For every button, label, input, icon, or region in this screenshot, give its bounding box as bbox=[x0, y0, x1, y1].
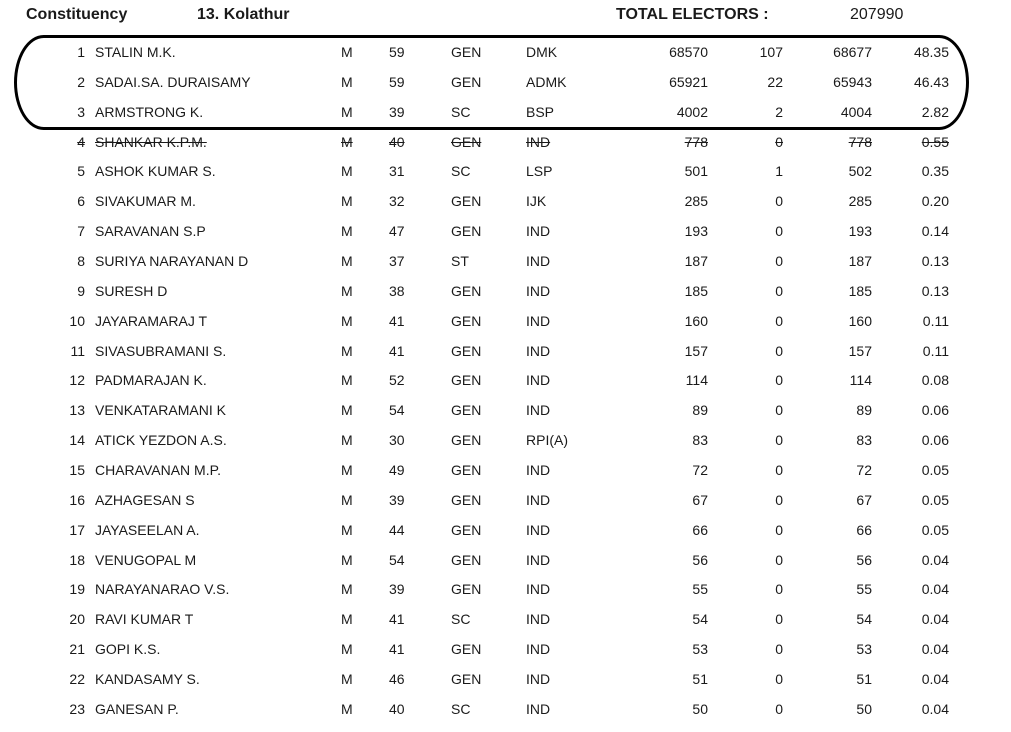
table-row bbox=[0, 426, 1011, 456]
candidate-party: IND bbox=[526, 342, 551, 359]
candidate-party: DMK bbox=[526, 44, 558, 60]
general-votes: 67 bbox=[692, 491, 708, 508]
candidate-category: GEN bbox=[451, 641, 482, 658]
candidate-age: 41 bbox=[389, 312, 405, 329]
candidate-age: 49 bbox=[389, 462, 405, 479]
candidate-number: 23 bbox=[69, 700, 85, 717]
vote-percent: 0.06 bbox=[921, 402, 949, 419]
candidate-name: VENKATARAMANI K bbox=[95, 402, 226, 419]
vote-percent: 0.08 bbox=[921, 372, 949, 389]
total-votes: 285 bbox=[848, 193, 872, 210]
candidate-category: GEN bbox=[451, 193, 482, 210]
candidate-sex: M bbox=[341, 103, 353, 120]
postal-votes: 22 bbox=[767, 73, 783, 90]
postal-votes: 2 bbox=[775, 103, 783, 120]
candidate-party: IND bbox=[526, 641, 551, 658]
candidate-sex: M bbox=[341, 462, 353, 479]
candidate-category: GEN bbox=[451, 402, 482, 419]
vote-percent: 0.05 bbox=[921, 521, 949, 538]
candidate-sex: M bbox=[341, 641, 353, 658]
vote-percent: 0.20 bbox=[921, 193, 949, 210]
candidate-category: GEN bbox=[451, 551, 482, 568]
total-votes: 778 bbox=[848, 133, 872, 150]
vote-percent: 48.35 bbox=[913, 44, 949, 60]
candidate-age: 37 bbox=[389, 253, 405, 270]
general-votes: 65921 bbox=[669, 73, 708, 90]
candidate-name: SARAVANAN S.P bbox=[95, 223, 206, 240]
candidate-name: SURESH D bbox=[95, 282, 168, 299]
candidate-party: IND bbox=[526, 312, 551, 329]
candidate-age: 39 bbox=[389, 103, 405, 120]
candidate-sex: M bbox=[341, 342, 353, 359]
candidate-category: GEN bbox=[451, 73, 482, 90]
constituency-label: Constituency bbox=[26, 6, 128, 23]
candidate-party: IND bbox=[526, 402, 551, 419]
candidate-number: 9 bbox=[77, 282, 85, 299]
candidate-sex: M bbox=[341, 282, 353, 299]
candidate-party: IND bbox=[526, 223, 551, 240]
table-row bbox=[0, 635, 1011, 665]
vote-percent: 0.04 bbox=[921, 641, 949, 658]
postal-votes: 0 bbox=[775, 223, 783, 240]
candidate-name: STALIN M.K. bbox=[95, 44, 176, 60]
constituency-name: 13. Kolathur bbox=[197, 6, 290, 23]
candidate-name: GANESAN P. bbox=[95, 700, 179, 717]
table-row bbox=[0, 187, 1011, 217]
vote-percent: 0.13 bbox=[921, 253, 949, 270]
candidate-category: GEN bbox=[451, 432, 482, 449]
candidate-number: 6 bbox=[77, 193, 85, 210]
postal-votes: 0 bbox=[775, 253, 783, 270]
candidate-number: 1 bbox=[77, 44, 85, 60]
total-electors-label: TOTAL ELECTORS : bbox=[616, 6, 769, 23]
candidate-sex: M bbox=[341, 253, 353, 270]
total-votes: 67 bbox=[856, 491, 872, 508]
candidate-party: IND bbox=[526, 133, 551, 150]
candidate-name: JAYARAMARAJ T bbox=[95, 312, 208, 329]
table-row bbox=[0, 128, 1011, 158]
candidate-name: JAYASEELAN A. bbox=[95, 521, 200, 538]
total-votes: 114 bbox=[849, 372, 872, 389]
table-row bbox=[0, 217, 1011, 247]
candidate-category: ST bbox=[451, 253, 469, 270]
candidate-name: NARAYANARAO V.S. bbox=[95, 581, 230, 598]
total-votes: 56 bbox=[856, 551, 872, 568]
candidate-name: SURIYA NARAYANAN D bbox=[95, 253, 249, 270]
candidate-age: 30 bbox=[389, 432, 405, 449]
candidate-sex: M bbox=[341, 372, 353, 389]
candidate-party: IND bbox=[526, 551, 551, 568]
candidate-number: 20 bbox=[69, 611, 85, 628]
candidate-category: GEN bbox=[451, 491, 482, 508]
candidate-name: KANDASAMY S. bbox=[95, 671, 200, 688]
candidate-age: 31 bbox=[389, 163, 405, 180]
candidate-party: IND bbox=[526, 462, 551, 479]
vote-percent: 0.35 bbox=[921, 163, 949, 180]
total-votes: 193 bbox=[848, 223, 872, 240]
general-votes: 285 bbox=[684, 193, 708, 210]
total-votes: 72 bbox=[856, 462, 872, 479]
candidate-name: SADAI.SA. DURAISAMY bbox=[95, 73, 251, 90]
candidate-category: GEN bbox=[451, 671, 482, 688]
vote-percent: 46.43 bbox=[913, 73, 949, 90]
vote-percent: 0.04 bbox=[921, 611, 949, 628]
candidate-category: GEN bbox=[451, 342, 482, 359]
postal-votes: 1 bbox=[775, 163, 783, 180]
candidate-number: 5 bbox=[77, 163, 85, 180]
candidate-category: SC bbox=[451, 700, 471, 717]
vote-percent: 0.04 bbox=[921, 551, 949, 568]
candidate-age: 46 bbox=[389, 671, 405, 688]
vote-percent: 0.14 bbox=[921, 223, 949, 240]
candidate-category: SC bbox=[451, 103, 471, 120]
vote-percent: 0.05 bbox=[921, 491, 949, 508]
candidate-sex: M bbox=[341, 44, 353, 60]
candidate-sex: M bbox=[341, 73, 353, 90]
candidate-party: BSP bbox=[526, 103, 555, 120]
vote-percent: 0.04 bbox=[921, 581, 949, 598]
vote-percent: 0.11 bbox=[922, 342, 949, 359]
table-row bbox=[0, 456, 1011, 486]
postal-votes: 0 bbox=[775, 193, 783, 210]
general-votes: 4002 bbox=[676, 103, 708, 120]
table-row bbox=[0, 695, 1011, 725]
candidate-age: 54 bbox=[389, 402, 405, 419]
candidate-party: IND bbox=[526, 521, 551, 538]
candidate-sex: M bbox=[341, 491, 353, 508]
table-row bbox=[0, 575, 1011, 605]
candidate-party: IND bbox=[526, 581, 551, 598]
candidate-category: SC bbox=[451, 611, 471, 628]
candidate-sex: M bbox=[341, 223, 353, 240]
vote-percent: 2.82 bbox=[921, 103, 949, 120]
candidate-number: 15 bbox=[69, 462, 85, 479]
candidate-number: 8 bbox=[77, 253, 85, 270]
total-votes: 55 bbox=[856, 581, 872, 598]
postal-votes: 0 bbox=[775, 372, 783, 389]
postal-votes: 0 bbox=[775, 491, 783, 508]
table-row bbox=[0, 605, 1011, 635]
candidate-name: ATICK YEZDON A.S. bbox=[95, 432, 227, 449]
total-votes: 51 bbox=[856, 671, 872, 688]
total-votes: 502 bbox=[848, 163, 872, 180]
candidate-sex: M bbox=[341, 432, 353, 449]
candidate-category: GEN bbox=[451, 521, 482, 538]
candidate-name: VENUGOPAL M bbox=[95, 551, 197, 568]
candidate-sex: M bbox=[341, 133, 353, 150]
total-votes: 50 bbox=[856, 700, 872, 717]
general-votes: 50 bbox=[692, 700, 708, 717]
vote-percent: 0.04 bbox=[921, 671, 949, 688]
vote-percent: 0.11 bbox=[922, 312, 949, 329]
candidate-party: IND bbox=[526, 491, 551, 508]
candidate-party: RPI(A) bbox=[526, 432, 568, 449]
postal-votes: 0 bbox=[775, 581, 783, 598]
candidate-number: 10 bbox=[69, 312, 85, 329]
general-votes: 83 bbox=[692, 432, 708, 449]
candidate-age: 52 bbox=[389, 372, 405, 389]
candidate-age: 54 bbox=[389, 551, 405, 568]
candidate-name: GOPI K.S. bbox=[95, 641, 161, 658]
table-row bbox=[0, 396, 1011, 426]
candidate-category: SC bbox=[451, 163, 471, 180]
postal-votes: 0 bbox=[775, 342, 783, 359]
table-row bbox=[0, 337, 1011, 367]
candidate-number: 7 bbox=[77, 223, 85, 240]
candidate-number: 3 bbox=[77, 103, 85, 120]
candidate-party: IND bbox=[526, 282, 551, 299]
postal-votes: 0 bbox=[775, 611, 783, 628]
candidate-number: 2 bbox=[77, 73, 85, 90]
candidate-sex: M bbox=[341, 581, 353, 598]
vote-percent: 0.06 bbox=[921, 432, 949, 449]
candidate-age: 41 bbox=[389, 342, 405, 359]
candidate-party: IND bbox=[526, 253, 551, 270]
candidate-sex: M bbox=[341, 551, 353, 568]
total-votes: 66 bbox=[856, 521, 872, 538]
candidate-party: IND bbox=[526, 611, 551, 628]
total-votes: 160 bbox=[848, 312, 872, 329]
general-votes: 66 bbox=[692, 521, 708, 538]
vote-percent: 0.04 bbox=[921, 700, 949, 717]
candidate-number: 21 bbox=[69, 641, 85, 658]
candidate-number: 13 bbox=[69, 402, 85, 419]
candidate-category: GEN bbox=[451, 44, 482, 60]
total-votes: 4004 bbox=[840, 103, 872, 120]
candidate-category: GEN bbox=[451, 462, 482, 479]
candidate-sex: M bbox=[341, 700, 353, 717]
candidate-age: 47 bbox=[389, 223, 405, 240]
vote-percent: 0.13 bbox=[921, 282, 949, 299]
candidate-party: ADMK bbox=[526, 73, 567, 90]
postal-votes: 0 bbox=[775, 700, 783, 717]
candidate-number: 17 bbox=[69, 521, 85, 538]
total-votes: 68677 bbox=[833, 44, 872, 60]
candidate-name: SIVAKUMAR M. bbox=[95, 193, 196, 210]
total-votes: 185 bbox=[848, 282, 872, 299]
general-votes: 51 bbox=[692, 671, 708, 688]
postal-votes: 0 bbox=[775, 133, 783, 150]
table-row bbox=[0, 98, 1011, 128]
candidate-sex: M bbox=[341, 671, 353, 688]
candidate-age: 59 bbox=[389, 44, 405, 60]
table-row bbox=[0, 38, 1011, 68]
candidate-number: 18 bbox=[69, 551, 85, 568]
candidate-number: 14 bbox=[69, 432, 85, 449]
table-row bbox=[0, 366, 1011, 396]
postal-votes: 0 bbox=[775, 462, 783, 479]
candidate-number: 22 bbox=[69, 671, 85, 688]
candidate-category: GEN bbox=[451, 312, 482, 329]
table-row bbox=[0, 247, 1011, 277]
table-row bbox=[0, 68, 1011, 98]
table-row bbox=[0, 157, 1011, 187]
postal-votes: 0 bbox=[775, 402, 783, 419]
general-votes: 68570 bbox=[669, 44, 708, 60]
postal-votes: 0 bbox=[775, 432, 783, 449]
general-votes: 114 bbox=[685, 372, 708, 389]
table-row bbox=[0, 277, 1011, 307]
general-votes: 53 bbox=[692, 641, 708, 658]
total-electors-value: 207990 bbox=[850, 6, 904, 23]
vote-percent: 0.05 bbox=[921, 462, 949, 479]
total-votes: 89 bbox=[856, 402, 872, 419]
candidate-category: GEN bbox=[451, 282, 482, 299]
general-votes: 193 bbox=[684, 223, 708, 240]
postal-votes: 0 bbox=[775, 551, 783, 568]
general-votes: 157 bbox=[684, 342, 708, 359]
candidate-category: GEN bbox=[451, 581, 482, 598]
candidate-name: CHARAVANAN M.P. bbox=[95, 462, 222, 479]
total-votes: 53 bbox=[856, 641, 872, 658]
candidate-category: GEN bbox=[451, 223, 482, 240]
candidate-party: IND bbox=[526, 700, 551, 717]
postal-votes: 0 bbox=[775, 641, 783, 658]
candidate-age: 39 bbox=[389, 491, 405, 508]
candidate-name: ARMSTRONG K. bbox=[95, 103, 204, 120]
general-votes: 54 bbox=[692, 611, 708, 628]
candidate-name: SHANKAR K.P.M. bbox=[95, 133, 207, 150]
candidate-party: IND bbox=[526, 372, 551, 389]
general-votes: 778 bbox=[684, 133, 708, 150]
candidate-number: 19 bbox=[69, 581, 85, 598]
postal-votes: 0 bbox=[775, 521, 783, 538]
general-votes: 160 bbox=[684, 312, 708, 329]
table-row bbox=[0, 546, 1011, 576]
general-votes: 55 bbox=[692, 581, 708, 598]
candidate-name: ASHOK KUMAR S. bbox=[95, 163, 216, 180]
table-row bbox=[0, 665, 1011, 695]
general-votes: 501 bbox=[684, 163, 708, 180]
candidate-sex: M bbox=[341, 521, 353, 538]
candidate-party: LSP bbox=[526, 163, 553, 180]
candidate-name: PADMARAJAN K. bbox=[95, 372, 207, 389]
table-row bbox=[0, 486, 1011, 516]
candidate-age: 40 bbox=[389, 700, 405, 717]
candidate-sex: M bbox=[341, 312, 353, 329]
candidate-sex: M bbox=[341, 611, 353, 628]
candidate-sex: M bbox=[341, 163, 353, 180]
candidate-age: 41 bbox=[389, 611, 405, 628]
postal-votes: 0 bbox=[775, 671, 783, 688]
general-votes: 72 bbox=[692, 462, 708, 479]
total-votes: 65943 bbox=[833, 73, 872, 90]
total-votes: 54 bbox=[856, 611, 872, 628]
total-votes: 83 bbox=[856, 432, 872, 449]
candidate-party: IND bbox=[526, 671, 551, 688]
candidate-age: 44 bbox=[389, 521, 405, 538]
candidate-number: 11 bbox=[70, 342, 85, 359]
candidate-age: 59 bbox=[389, 73, 405, 90]
candidate-name: SIVASUBRAMANI S. bbox=[95, 342, 227, 359]
candidate-category: GEN bbox=[451, 372, 482, 389]
candidate-age: 32 bbox=[389, 193, 405, 210]
general-votes: 185 bbox=[684, 282, 708, 299]
candidate-number: 4 bbox=[77, 133, 85, 150]
candidate-party: IJK bbox=[526, 193, 547, 210]
table-row bbox=[0, 516, 1011, 546]
general-votes: 56 bbox=[692, 551, 708, 568]
postal-votes: 107 bbox=[759, 44, 783, 60]
total-votes: 187 bbox=[848, 253, 872, 270]
candidate-name: RAVI KUMAR T bbox=[95, 611, 194, 628]
candidate-age: 40 bbox=[389, 133, 405, 150]
candidate-category: GEN bbox=[451, 133, 482, 150]
candidate-number: 16 bbox=[69, 491, 85, 508]
candidate-number: 12 bbox=[69, 372, 85, 389]
candidate-name: AZHAGESAN S bbox=[95, 491, 195, 508]
candidate-sex: M bbox=[341, 193, 353, 210]
postal-votes: 0 bbox=[775, 282, 783, 299]
table-row bbox=[0, 307, 1011, 337]
candidate-age: 39 bbox=[389, 581, 405, 598]
total-votes: 157 bbox=[848, 342, 872, 359]
candidate-age: 41 bbox=[389, 641, 405, 658]
candidate-age: 38 bbox=[389, 282, 405, 299]
general-votes: 89 bbox=[692, 402, 708, 419]
candidate-sex: M bbox=[341, 402, 353, 419]
vote-percent: 0.55 bbox=[921, 133, 949, 150]
general-votes: 187 bbox=[684, 253, 708, 270]
postal-votes: 0 bbox=[775, 312, 783, 329]
